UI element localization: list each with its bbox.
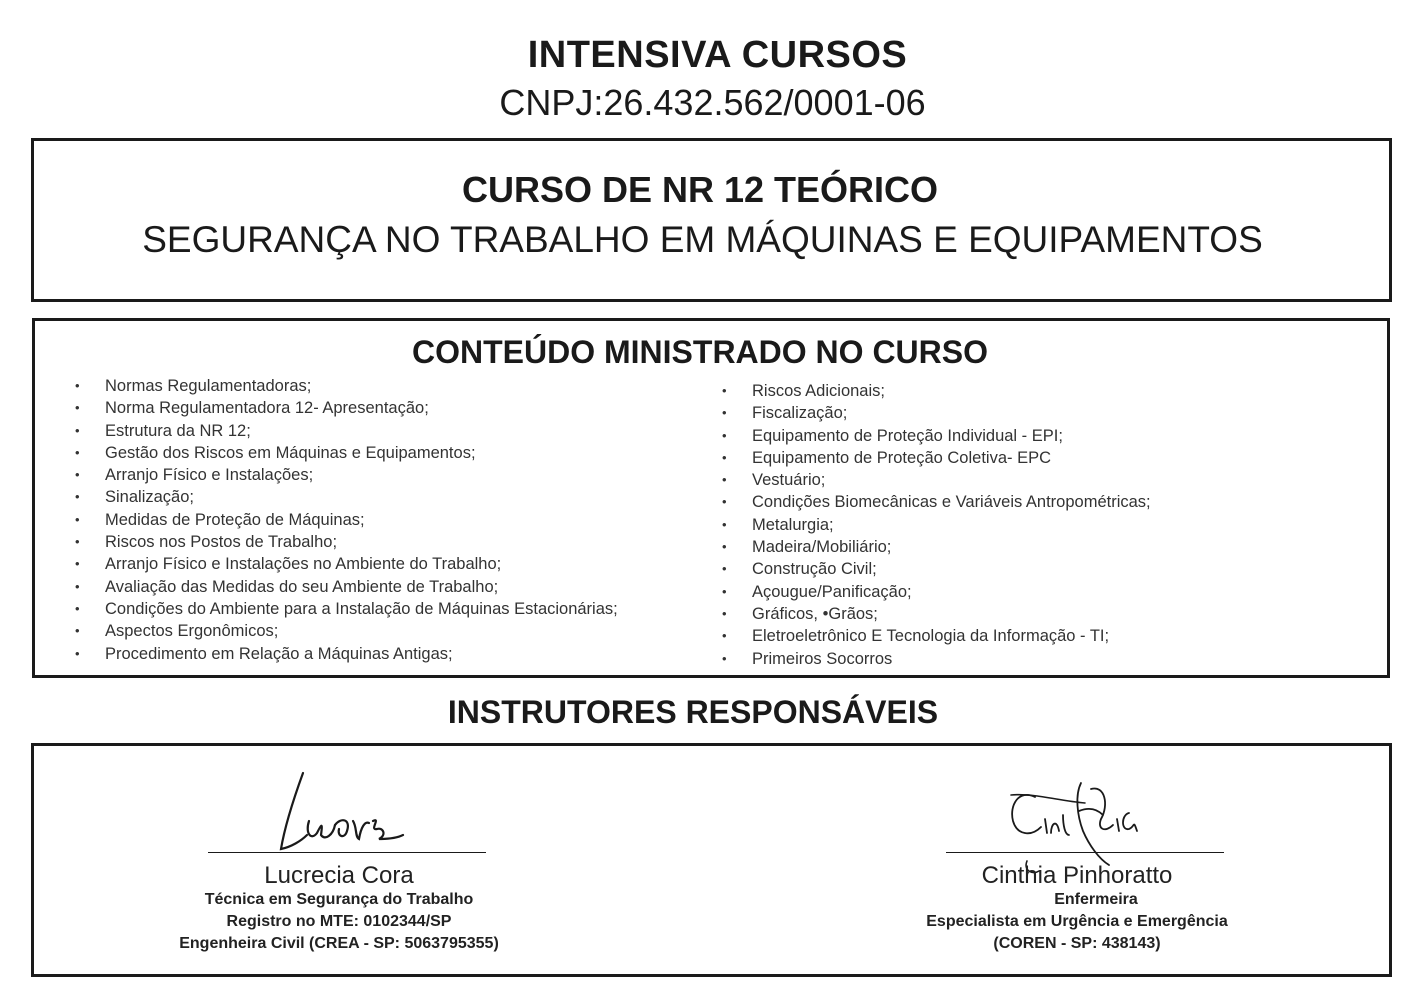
content-item-text: Gestão dos Riscos em Máquinas e Equipamentos;: [105, 443, 476, 462]
content-list-left: [75, 375, 618, 665]
content-list-item: [75, 576, 618, 598]
content-item-text: Avaliação das Medidas do seu Ambiente de Trabalho;: [105, 577, 499, 596]
content-item-text: Gráficos, •Grãos;: [752, 604, 878, 623]
bullet-icon: •: [75, 444, 80, 460]
content-list-item: [722, 648, 1151, 670]
content-list-item: [75, 553, 618, 575]
instructors-heading: INSTRUTORES RESPONSÁVEIS: [447, 694, 939, 730]
instructor-name-left: Lucrecia Cora: [264, 862, 414, 889]
content-list-item: [722, 603, 1151, 625]
bullet-icon: •: [722, 605, 727, 621]
content-item-text: Aspectos Ergonômicos;: [105, 622, 279, 641]
content-item-text: Norma Regulamentadora 12- Apresentação;: [105, 399, 429, 418]
bullet-icon: •: [75, 534, 80, 550]
content-list-item: [722, 425, 1151, 447]
content-list-item: [75, 620, 618, 642]
content-list-item: [75, 598, 618, 620]
bullet-icon: •: [722, 472, 727, 488]
content-item-text: Equipamento de Proteção Individual - EPI;: [752, 426, 1063, 445]
content-list-item: [75, 509, 618, 531]
bullet-icon: •: [75, 467, 80, 483]
content-list-item: [75, 486, 618, 508]
content-list-item: [722, 514, 1151, 536]
content-list-item: [722, 558, 1151, 580]
content-item-text: Medidas de Proteção de Máquinas;: [105, 510, 365, 529]
bullet-icon: •: [75, 556, 80, 572]
content-item-text: Arranjo Físico e Instalações no Ambiente do Trabalho;: [105, 555, 502, 574]
content-list-item: [75, 442, 618, 464]
content-item-text: Eletroeletrônico E Tecnologia da Informação - TI;: [752, 627, 1110, 646]
company-cnpj: CNPJ:26.432.562/0001-06: [499, 82, 926, 123]
bullet-icon: •: [75, 489, 80, 505]
content-list-item: [722, 536, 1151, 558]
content-list-item: [75, 397, 618, 419]
bullet-icon: •: [75, 422, 80, 438]
content-item-text: Equipamento de Proteção Coletiva- EPC: [752, 448, 1051, 467]
content-list-item: [75, 464, 618, 486]
bullet-icon: •: [75, 623, 80, 639]
bullet-icon: •: [75, 378, 80, 393]
instructor-detail-left-crea: Engenheira Civil (CREA - SP: 5063795355): [179, 935, 499, 952]
bullet-icon: •: [722, 539, 727, 555]
bullet-icon: •: [75, 400, 80, 416]
bullet-icon: •: [722, 383, 727, 398]
content-item-text: Sinalização;: [105, 488, 194, 507]
content-list-item: [75, 420, 618, 442]
content-item-text: Estrutura da NR 12;: [105, 421, 251, 440]
content-item-text: Açougue/Panificação;: [752, 582, 912, 601]
content-list-item: [75, 643, 618, 665]
content-list-item: [722, 581, 1151, 603]
bullet-icon: •: [722, 628, 727, 644]
instructor-name-right: Cinthia Pinhoratto: [981, 862, 1173, 889]
content-heading: CONTEÚDO MINISTRADO NO CURSO: [412, 334, 988, 370]
course-subtitle: SEGURANÇA NO TRABALHO EM MÁQUINAS E EQUIPAMENTOS: [142, 219, 1263, 260]
signature-line-left: [208, 852, 486, 853]
bullet-icon: •: [722, 405, 727, 421]
instructor-detail-right-specialty: Especialista em Urgência e Emergência: [926, 913, 1228, 930]
course-title: CURSO DE NR 12 TEÓRICO: [461, 169, 939, 210]
content-item-text: Fiscalização;: [752, 404, 848, 423]
instructor-detail-right-role: Enfermeira: [1054, 891, 1138, 908]
content-item-text: Procedimento em Relação a Máquinas Antigas;: [105, 644, 453, 663]
content-item-text: Vestuário;: [752, 471, 826, 490]
content-item-text: Riscos nos Postos de Trabalho;: [105, 533, 338, 552]
signature-lucrecia: [265, 765, 425, 855]
bullet-icon: •: [722, 449, 727, 465]
instructor-details-left: [89, 889, 589, 955]
bullet-icon: •: [722, 427, 727, 443]
company-name: INTENSIVA CURSOS: [527, 34, 908, 76]
content-list-item: [722, 380, 1151, 402]
bullet-icon: •: [722, 583, 727, 599]
instructor-detail-right-coren: (COREN - SP: 438143): [993, 935, 1161, 952]
content-item-text: Arranjo Físico e Instalações;: [105, 466, 314, 485]
bullet-icon: •: [75, 511, 80, 527]
content-item-text: Primeiros Socorros: [752, 649, 893, 668]
content-item-text: Normas Regulamentadoras;: [105, 377, 312, 395]
content-item-text: Riscos Adicionais;: [752, 382, 885, 400]
bullet-icon: •: [75, 600, 80, 616]
content-item-text: Metalurgia;: [752, 515, 834, 534]
instructor-detail-left-role: Técnica em Segurança do Trabalho: [204, 891, 474, 908]
signature-line-right: [946, 852, 1224, 853]
bullet-icon: •: [722, 516, 727, 532]
content-list-item: [722, 402, 1151, 424]
content-list-item: [75, 531, 618, 553]
content-item-text: Madeira/Mobiliário;: [752, 538, 892, 557]
content-list-item: [722, 491, 1151, 513]
bullet-icon: •: [75, 578, 80, 594]
content-list-item: [722, 447, 1151, 469]
instructor-details-right: [827, 889, 1327, 955]
content-list-item: [722, 469, 1151, 491]
content-list-right: [722, 380, 1151, 670]
bullet-icon: •: [75, 645, 80, 661]
content-item-text: Construção Civil;: [752, 560, 877, 579]
content-item-text: Condições Biomecânicas e Variáveis Antropométricas;: [752, 493, 1151, 512]
bullet-icon: •: [722, 561, 727, 577]
content-list-item: [75, 375, 618, 397]
signature-cinthia: [1005, 775, 1155, 875]
bullet-icon: •: [722, 650, 727, 666]
content-item-text: Condições do Ambiente para a Instalação de Máquinas Estacionárias;: [105, 599, 618, 618]
content-list-item: [722, 625, 1151, 647]
bullet-icon: •: [722, 494, 727, 510]
instructor-detail-left-registration: Registro no MTE: 0102344/SP: [226, 913, 452, 930]
